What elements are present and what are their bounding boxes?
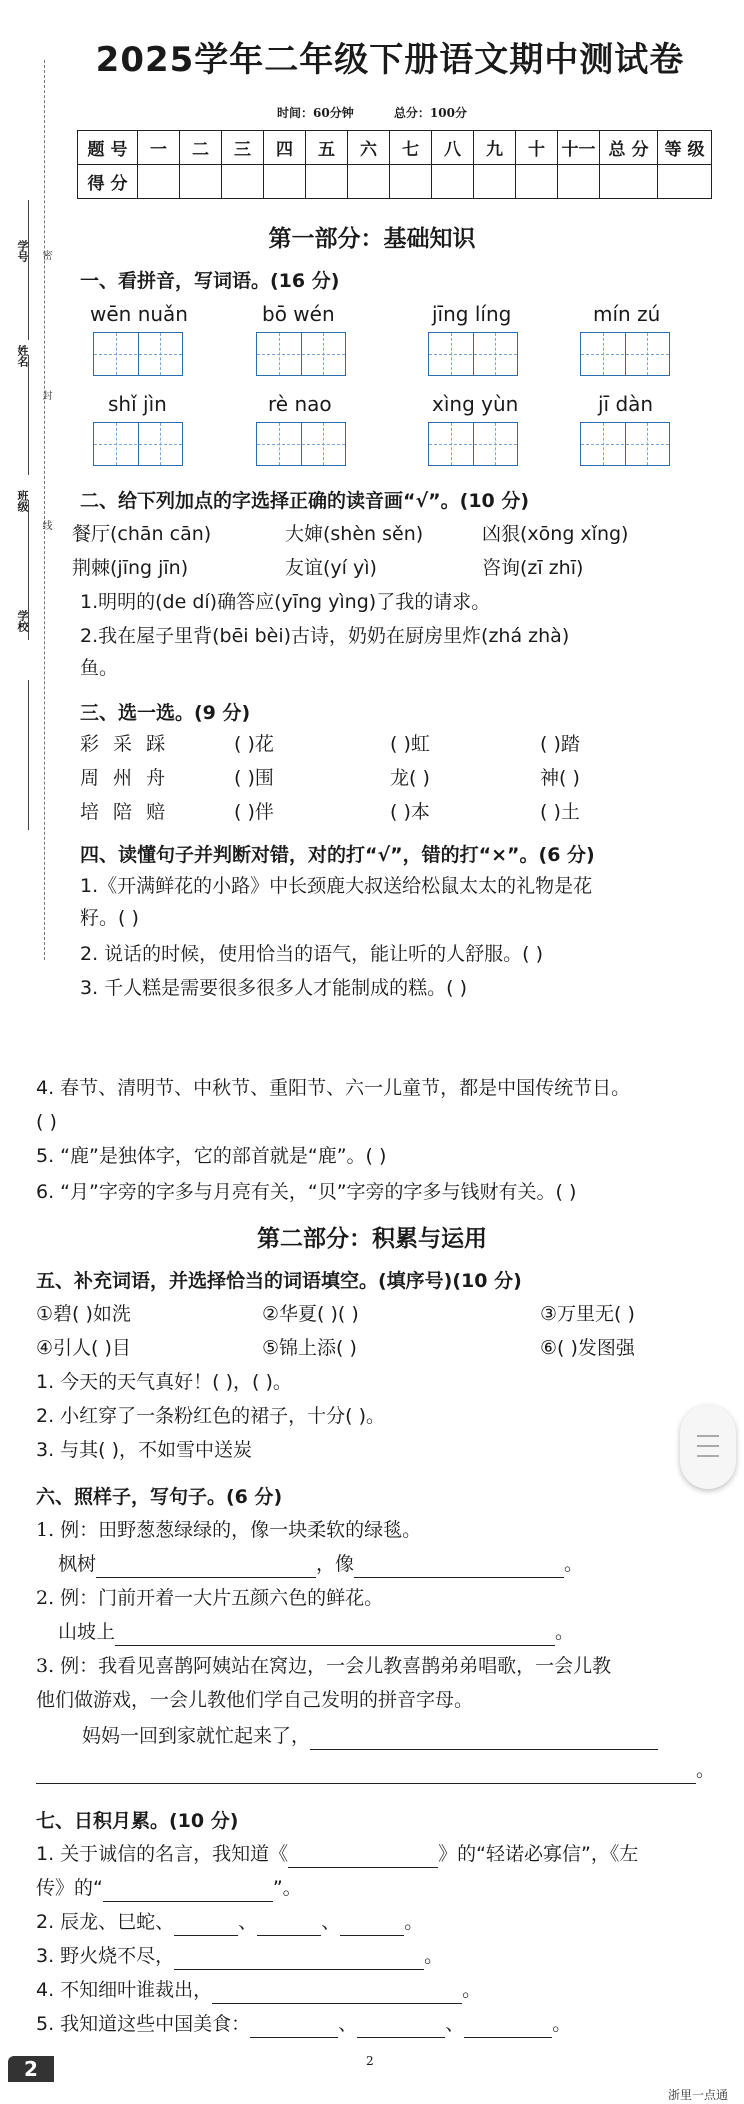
answer-blank[interactable] [36,1783,696,1784]
q3-blank: ( )伴 [234,801,274,823]
q6-prefix: 妈妈一回到家就忙起来了， [82,1725,311,1747]
score-cell[interactable] [138,165,180,199]
q6-answer-line [82,1722,658,1750]
total-score-label: 总分：100分 [393,106,467,120]
q4-sentence: 3. 千人糕是需要很多很多人才能制成的糕。( ) [80,977,468,999]
q7-text: 1. 关于诚信的名言，我知道《 [36,1843,289,1865]
q3-chars: 周 州 舟 [80,767,170,789]
q3-blank: ( )虹 [390,733,430,755]
xingming-line [28,355,29,475]
pinyin-5: shǐ jìn [108,392,167,416]
answer-blank[interactable] [103,1901,273,1902]
q6-end: 。 [564,1553,584,1575]
answer-blank[interactable] [354,1577,564,1578]
exam-meta [0,104,744,121]
q5-word: ⑥( )发图强 [540,1337,635,1359]
q7-line [36,1942,443,1970]
q5-word: ①碧( )如洗 [36,1303,131,1325]
score-header-cell: 二 [180,131,222,165]
score-cell[interactable] [348,165,390,199]
q5-word: ④引人( )目 [36,1337,131,1359]
q7-sep: 、 [238,1911,258,1933]
q5-heading: 五、补充词语，并选择恰当的词语填空。(填序号)(10 分) [36,1270,522,1292]
score-header-cell: 六 [348,131,390,165]
q3-blank: 龙( ) [390,767,430,789]
q7-sep: 、 [338,2013,358,2035]
q2-item: 凶狠(xōng xǐng) [482,523,629,545]
xian-label: 线 [40,520,51,530]
q4-sentence: 籽。( ) [80,907,139,929]
q3-blank: ( )踏 [540,733,580,755]
q7-end: 。 [404,1911,424,1933]
q7-end: 。 [424,1945,444,1967]
score-cell[interactable] [600,165,658,199]
q3-blank: ( )土 [540,801,580,823]
score-cell[interactable] [264,165,306,199]
q7-text: 》的“轻诺必寡信”，《左 [438,1843,639,1865]
q1-heading: 一、看拼音，写词语。(16 分) [80,270,340,292]
exam-page-2 [0,1070,744,2104]
score-header-cell: 五 [306,131,348,165]
answer-blank[interactable] [212,2003,462,2004]
q2-item: 餐厅(chān cān) [72,523,212,545]
q7-text: 3. 野火烧不尽， [36,1945,175,1967]
score-header-cell: 题 号 [78,131,138,165]
feng-label: 封 [40,390,51,400]
q7-line [36,1976,481,2004]
pinyin-7: xìng yùn [432,392,519,416]
q3-blank: ( )本 [390,801,430,823]
mi-label: 密 [40,250,51,260]
page-badge: 2 [8,2056,54,2082]
q2-sentence: 鱼。 [80,657,119,679]
writing-grid[interactable] [256,332,346,376]
score-header-cell: 四 [264,131,306,165]
q6-end: 。 [696,1759,716,1781]
writing-grid[interactable] [580,422,670,466]
menu-icon [697,1445,719,1447]
part2-heading: 第二部分：积累与运用 [257,1226,487,1252]
q7-line [36,1908,423,1936]
q6-heading: 六、照样子，写句子。(6 分) [36,1486,283,1508]
q3-chars: 培 陪 赔 [80,801,170,823]
time-label: 时间：60分钟 [277,106,354,120]
score-header-cell: 八 [432,131,474,165]
part1-heading: 第一部分：基础知识 [268,226,476,252]
q7-end: 。 [462,1979,482,2001]
xuexiao-line [28,680,29,830]
answer-blank[interactable] [340,1935,404,1936]
q4-sentence: ( ) [36,1111,57,1133]
q7-line [36,2010,571,2038]
exam-title: 2025学年二年级下册语文期中测试卷 [95,40,685,80]
q7-sep: 、 [321,1911,341,1933]
score-cell[interactable] [222,165,264,199]
answer-blank[interactable] [115,1645,555,1646]
q4-sentence: 4. 春节、清明节、中秋节、重阳节、六一儿童节，都是中国传统节日。 [36,1077,631,1099]
q6-answer-line [58,1550,583,1578]
score-cell[interactable] [516,165,558,199]
score-header-cell: 十 [516,131,558,165]
q3-blank: ( )围 [234,767,274,789]
answer-blank[interactable] [174,1969,424,1970]
q5-sentence: 1. 今天的天气真好！( )，( )。 [36,1371,292,1393]
q3-blank: ( )花 [234,733,274,755]
score-cell[interactable] [558,165,600,199]
q5-sentence: 3. 与其( )，不如雪中送炭 [36,1439,253,1461]
score-cell[interactable] [432,165,474,199]
menu-icon [697,1435,719,1437]
q3-heading: 三、选一选。(9 分) [80,702,251,724]
q6-answer-line [58,1618,574,1646]
pinyin-8: jī dàn [598,392,654,416]
pinyin-6: rè nao [268,392,332,416]
score-header-cell: 总 分 [600,131,658,165]
q6-example: 2. 例：门前开着一大片五颜六色的鲜花。 [36,1587,384,1609]
xuexiao-label: 学校 [16,610,29,632]
watermark: 浙里一点通 [668,2088,729,2102]
q2-heading: 二、给下列加点的字选择正确的读音画“√”。(10 分) [80,490,530,512]
q7-line [36,1874,302,1902]
exam-page-1 [0,0,744,1010]
q5-word: ②华夏( )( ) [262,1303,359,1325]
q7-sep: 、 [445,2013,465,2035]
score-value-row [78,165,712,199]
score-header-cell: 七 [390,131,432,165]
writing-grid[interactable] [428,422,518,466]
q5-word: ③万里无( ) [540,1303,635,1325]
q7-text: 2. 辰龙、巳蛇、 [36,1911,175,1933]
writing-grid[interactable] [93,332,183,376]
q2-sentence: 2.我在屋子里背(bēi bèi)古诗，奶奶在厨房里炸(zhá zhà) [80,625,570,647]
q7-line [36,1840,638,1868]
writing-grid[interactable] [256,422,346,466]
q6-example: 3. 例：我看见喜鹊阿姨站在窝边，一会儿教喜鹊弟弟唱歌，一会儿教 [36,1655,612,1677]
writing-grid[interactable] [428,332,518,376]
writing-grid[interactable] [580,332,670,376]
banji-label: 班级 [16,490,29,512]
q7-heading: 七、日积月累。(10 分) [36,1810,239,1832]
score-cell[interactable] [658,165,712,199]
writing-grid[interactable] [93,422,183,466]
answer-blank[interactable] [96,1577,316,1578]
answer-blank[interactable] [250,2037,338,2038]
page-gap [0,1010,744,1070]
q7-end: 。 [552,2013,572,2035]
score-table [77,130,712,199]
binding-dashed-line [44,60,45,960]
score-header-cell: 十一 [558,131,600,165]
score-header-row [78,131,712,165]
q3-chars: 彩 采 踩 [80,733,170,755]
score-header-cell: 三 [222,131,264,165]
answer-blank[interactable] [257,1935,321,1936]
xingming-label: 姓名 [16,345,29,367]
answer-blank[interactable] [288,1867,438,1868]
answer-blank[interactable] [174,1935,238,1936]
score-cell[interactable] [474,165,516,199]
q4-sentence: 1.《开满鲜花的小路》中长颈鹿大叔送给松鼠太太的礼物是花 [80,875,593,897]
q2-sentence: 1.明明的(de dí)确答应(yīng yìng)了我的请求。 [80,591,491,613]
pinyin-2: bō wén [262,302,335,326]
q7-text: 4. 不知细叶谁裁出， [36,1979,213,2001]
q4-sentence: 2. 说话的时候，使用恰当的语气，能让听的人舒服。( ) [80,943,544,965]
q4-sentence: 5. “鹿”是独体字，它的部首就是“鹿”。( ) [36,1145,387,1167]
score-header-cell: 一 [138,131,180,165]
q2-item: 咨询(zī zhī) [482,557,584,579]
q2-item: 荆棘(jīng jīn) [72,557,189,579]
pinyin-1: wēn nuǎn [90,302,188,326]
menu-icon [697,1455,719,1457]
q4-heading: 四、读懂句子并判断对错，对的打“√”，错的打“×”。(6 分) [80,844,595,866]
q6-prefix: 枫树 [58,1553,97,1575]
q5-sentence: 2. 小红穿了一条粉红色的裙子，十分( )。 [36,1405,386,1427]
answer-blank[interactable] [310,1749,658,1750]
q6-prefix: 山坡上 [58,1621,116,1643]
answer-blank[interactable] [357,2037,445,2038]
pinyin-4: mín zú [593,302,661,326]
score-header-cell: 等 级 [658,131,712,165]
q6-end: 。 [555,1621,575,1643]
q6-example: 1. 例：田野葱葱绿绿的，像一块柔软的绿毯。 [36,1519,422,1541]
answer-blank[interactable] [464,2037,552,2038]
q3-blank: 神( ) [540,767,580,789]
q2-item: 大婶(shèn sěn) [285,523,424,545]
pinyin-3: jīng líng [432,302,512,326]
q7-text: 5. 我知道这些中国美食： [36,2013,251,2035]
score-cell[interactable] [390,165,432,199]
page-number: 2 [366,2054,374,2068]
q4-sentence: 6. “月”字旁的字多与月亮有关，“贝”字旁的字多与钱财有关。( ) [36,1181,577,1203]
score-cell[interactable] [306,165,348,199]
q5-word: ⑤锦上添( ) [262,1337,357,1359]
xuehao-label: 学号 [16,240,29,262]
score-row-label: 得 分 [78,165,138,199]
q6-example: 他们做游戏，一会儿教他们学自己发明的拼音字母。 [36,1689,474,1711]
scroll-menu-button[interactable] [680,1405,736,1489]
score-header-cell: 九 [474,131,516,165]
q6-answer-line [36,1756,715,1784]
q2-item: 友谊(yí yì) [285,557,377,579]
score-cell[interactable] [180,165,222,199]
q7-text: ”。 [272,1877,302,1899]
q7-text: 传》的“ [36,1877,103,1899]
q6-mid: ，像 [316,1553,355,1575]
